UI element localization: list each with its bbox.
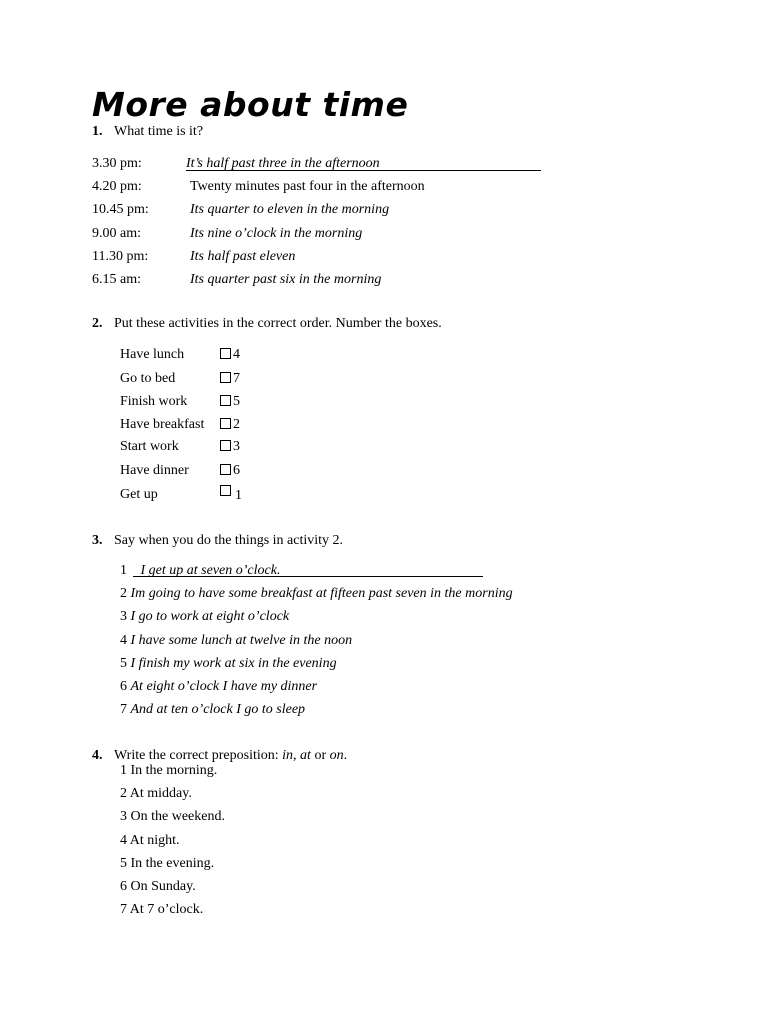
item-number: 1 <box>120 763 127 778</box>
answer-text: Its quarter to eleven in the morning <box>190 202 390 217</box>
activity-label: Finish work <box>120 394 188 409</box>
question-2 <box>92 316 442 332</box>
order-number: 7 <box>233 371 240 386</box>
checkbox-icon[interactable] <box>220 372 231 383</box>
item-number: 1 <box>120 563 127 578</box>
time-label: 4.20 pm: <box>92 179 142 194</box>
time-label: 3.30 pm: <box>92 156 142 171</box>
preposition-option: in <box>282 748 294 763</box>
question-number: 2. <box>92 316 103 331</box>
order-number: 5 <box>233 394 240 409</box>
item-text: At night. <box>129 833 180 848</box>
answer-text: I get up at seven o’clock. <box>140 563 281 578</box>
answer-text: It’s half past three in the afternoon <box>186 156 380 171</box>
sentence-line <box>120 633 352 649</box>
preposition-item <box>120 809 225 825</box>
question-number: 4. <box>92 748 103 763</box>
checkbox-icon[interactable] <box>220 464 231 475</box>
order-number: 6 <box>233 463 240 478</box>
answer-text: I go to work at eight o’clock <box>130 609 290 624</box>
question-number: 3. <box>92 533 103 548</box>
item-number: 7 <box>120 702 127 717</box>
sentence-line <box>120 563 483 579</box>
question-1 <box>92 124 203 140</box>
activity-label: Have lunch <box>120 347 185 362</box>
activity-label: Have dinner <box>120 463 189 478</box>
preposition-item <box>120 786 192 802</box>
preposition-item <box>120 763 217 779</box>
activity-label: Start work <box>120 439 179 454</box>
item-number: 7 <box>120 902 127 917</box>
activity-label: Go to bed <box>120 371 176 386</box>
sentence-line <box>120 702 305 718</box>
order-box[interactable] <box>220 463 240 479</box>
answer-field <box>133 563 483 577</box>
time-label: 11.30 pm: <box>92 249 149 264</box>
item-number: 4 <box>120 633 127 648</box>
time-label: 6.15 am: <box>92 272 141 287</box>
checkbox-icon[interactable] <box>220 440 231 451</box>
item-text: At 7 o’clock. <box>129 902 204 917</box>
item-number: 6 <box>120 679 127 694</box>
item-number: 5 <box>120 856 127 871</box>
order-number: 1 <box>235 488 242 503</box>
order-box[interactable] <box>220 347 240 363</box>
order-box[interactable] <box>220 371 240 387</box>
item-text: In the morning. <box>130 763 218 778</box>
question-text: Write the correct preposition: <box>114 748 279 763</box>
answer-text: Its nine o’clock in the morning <box>190 226 363 241</box>
answer-text: Twenty minutes past four in the afternoon <box>190 179 425 194</box>
answer-text: Its half past eleven <box>190 249 296 264</box>
order-box[interactable] <box>220 417 240 433</box>
item-text: At midday. <box>129 786 192 801</box>
question-4: 4. Write the correct preposition: in, at or on. <box>92 748 348 763</box>
order-box[interactable] <box>220 394 240 410</box>
answer-text: I finish my work at six in the evening <box>130 656 337 671</box>
item-text: On Sunday. <box>130 879 196 894</box>
item-number: 4 <box>120 833 127 848</box>
page-title: More about time <box>92 85 409 124</box>
answer-text: Im going to have some breakfast at fifteen past seven in the morning <box>130 586 513 601</box>
question-text: Say when you do the things in activity 2. <box>114 533 344 548</box>
answer-text: I have some lunch at twelve in the noon <box>130 633 353 648</box>
activity-label: Have breakfast <box>120 417 205 432</box>
preposition-item <box>120 879 196 895</box>
item-number: 2 <box>120 586 127 601</box>
sentence-line <box>120 586 513 602</box>
question-text: What time is it? <box>114 124 204 139</box>
question-text: Put these activities in the correct order. Number the boxes. <box>114 316 442 331</box>
question-number: 1. <box>92 124 103 139</box>
order-box[interactable] <box>220 439 240 455</box>
item-text: On the weekend. <box>130 809 225 824</box>
time-label: 10.45 pm: <box>92 202 149 217</box>
conjunction: or <box>314 748 327 763</box>
preposition-option: at <box>300 748 311 763</box>
order-number: 2 <box>233 417 240 432</box>
checkbox-icon[interactable] <box>220 418 231 429</box>
order-number: 4 <box>233 347 240 362</box>
item-number: 5 <box>120 656 127 671</box>
item-number: 6 <box>120 879 127 894</box>
answer-text: And at ten o’clock I go to sleep <box>130 702 306 717</box>
checkbox-icon[interactable] <box>220 485 231 496</box>
preposition-item <box>120 902 203 918</box>
item-number: 2 <box>120 786 127 801</box>
answer-text: At eight o’clock I have my dinner <box>130 679 318 694</box>
activity-label: Get up <box>120 487 158 502</box>
preposition-option: on <box>329 748 344 763</box>
question-3 <box>92 533 343 549</box>
answer-field <box>186 156 541 171</box>
preposition-item <box>120 833 180 849</box>
preposition-item <box>120 856 214 872</box>
order-number: 3 <box>233 439 240 454</box>
time-label: 9.00 am: <box>92 226 141 241</box>
sentence-line <box>120 656 337 672</box>
checkbox-icon[interactable] <box>220 348 231 359</box>
order-box[interactable] <box>220 485 240 502</box>
checkbox-icon[interactable] <box>220 395 231 406</box>
answer-text: Its quarter past six in the morning <box>190 272 382 287</box>
item-text: In the evening. <box>130 856 215 871</box>
item-number: 3 <box>120 809 127 824</box>
sentence-line <box>120 609 289 625</box>
item-number: 3 <box>120 609 127 624</box>
sentence-line <box>120 679 317 695</box>
